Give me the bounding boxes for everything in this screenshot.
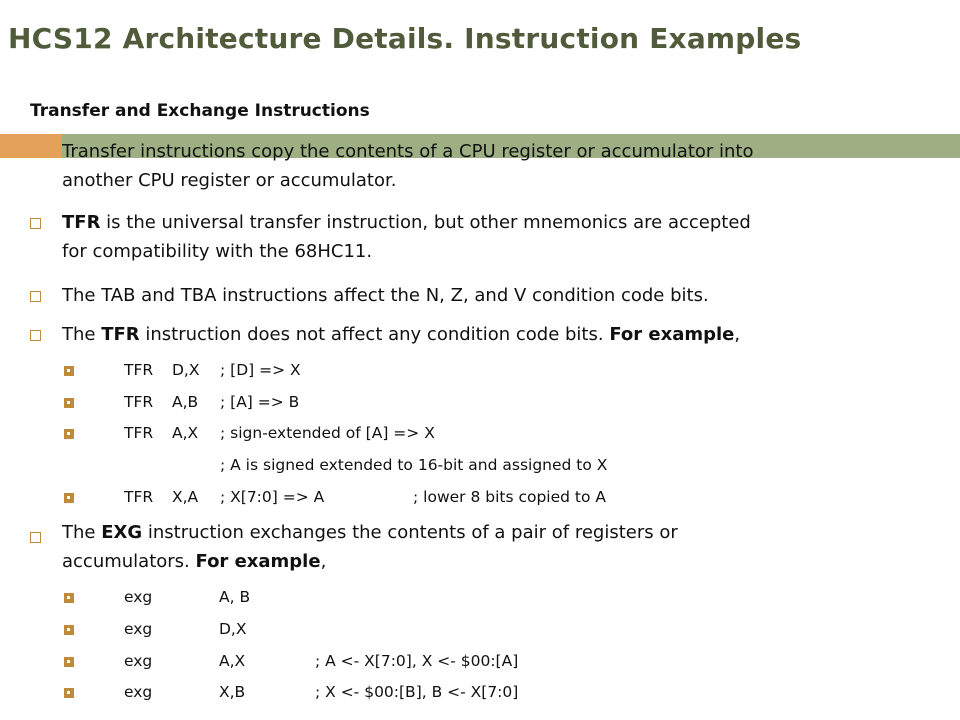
bullet-text: The	[62, 522, 102, 543]
code-operands: A,X	[219, 652, 246, 670]
code-operands: X,B	[219, 683, 246, 701]
bullet-text: instruction does not affect any condition code bits.	[139, 324, 610, 345]
square-bullet-icon	[30, 330, 41, 341]
code-operands: X,A	[172, 488, 199, 506]
code-comment: ; X[7:0] => A	[220, 488, 325, 506]
bullet-text-line-2: for compatibility with the 68HC11.	[62, 241, 373, 262]
code-mnemonic: exg	[124, 652, 153, 670]
for-example-label: For example	[609, 324, 735, 345]
bullet-tab-tba: The TAB and TBA instructions affect the N, Z, and V condition code bits.	[62, 285, 709, 306]
code-operands: A,B	[172, 393, 199, 411]
code-mnemonic: TFR	[124, 488, 154, 506]
code-mnemonic: exg	[124, 620, 153, 638]
intro-line-2: another CPU register or accumulator.	[62, 170, 397, 191]
bullet-text: instruction exchanges the contents of a pair of registers or	[142, 522, 678, 543]
code-comment: ; sign-extended of [A] => X	[220, 424, 435, 442]
code-comment-extra: ; lower 8 bits copied to A	[413, 488, 607, 506]
square-sub-bullet-icon	[64, 493, 74, 503]
code-operands: D,X	[172, 361, 200, 379]
keyword-exg: EXG	[101, 522, 143, 543]
bullet-text: ,	[320, 551, 327, 572]
code-operands: A, B	[219, 588, 251, 606]
square-sub-bullet-icon	[64, 398, 74, 408]
bullet-text-line-2: accumulators.	[62, 551, 196, 572]
bullet-text: is the universal transfer instruction, but other mnemonics are accepted	[100, 212, 751, 233]
code-comment: ; A is signed extended to 16-bit and assigned to X	[220, 456, 608, 474]
code-operands: D,X	[219, 620, 247, 638]
bullet-text: ,	[734, 324, 741, 345]
bullet-tfr-universal	[62, 208, 902, 266]
code-mnemonic: TFR	[124, 361, 154, 379]
keyword-tfr: TFR	[101, 324, 140, 345]
square-sub-bullet-icon	[64, 593, 74, 603]
square-bullet-icon	[30, 218, 41, 229]
code-mnemonic: TFR	[124, 393, 154, 411]
bullet-tfr-ccr	[62, 320, 902, 349]
code-mnemonic: exg	[124, 588, 153, 606]
code-comment: ; A <- X[7:0], X <- $00:[A]	[315, 652, 519, 670]
square-sub-bullet-icon	[64, 625, 74, 635]
accent-bar-orange	[0, 134, 62, 158]
square-sub-bullet-icon	[64, 429, 74, 439]
intro-paragraph	[62, 137, 902, 195]
section-heading: Transfer and Exchange Instructions	[30, 101, 370, 121]
code-comment: ; X <- $00:[B], B <- X[7:0]	[315, 683, 519, 701]
square-bullet-icon	[30, 532, 41, 543]
slide-title: HCS12 Architecture Details. Instruction Examples	[8, 22, 802, 55]
keyword-tfr: TFR	[62, 212, 101, 233]
for-example-label: For example	[195, 551, 321, 572]
code-comment: ; [D] => X	[220, 361, 301, 379]
square-sub-bullet-icon	[64, 657, 74, 667]
code-comment: ; [A] => B	[220, 393, 300, 411]
bullet-exg	[62, 518, 902, 576]
square-sub-bullet-icon	[64, 366, 74, 376]
intro-line-1: Transfer instructions copy the contents of a CPU register or accumulator into	[62, 141, 754, 162]
square-bullet-icon	[30, 291, 41, 302]
square-sub-bullet-icon	[64, 688, 74, 698]
code-operands: A,X	[172, 424, 199, 442]
code-mnemonic: exg	[124, 683, 153, 701]
code-mnemonic: TFR	[124, 424, 154, 442]
bullet-text: The	[62, 324, 102, 345]
